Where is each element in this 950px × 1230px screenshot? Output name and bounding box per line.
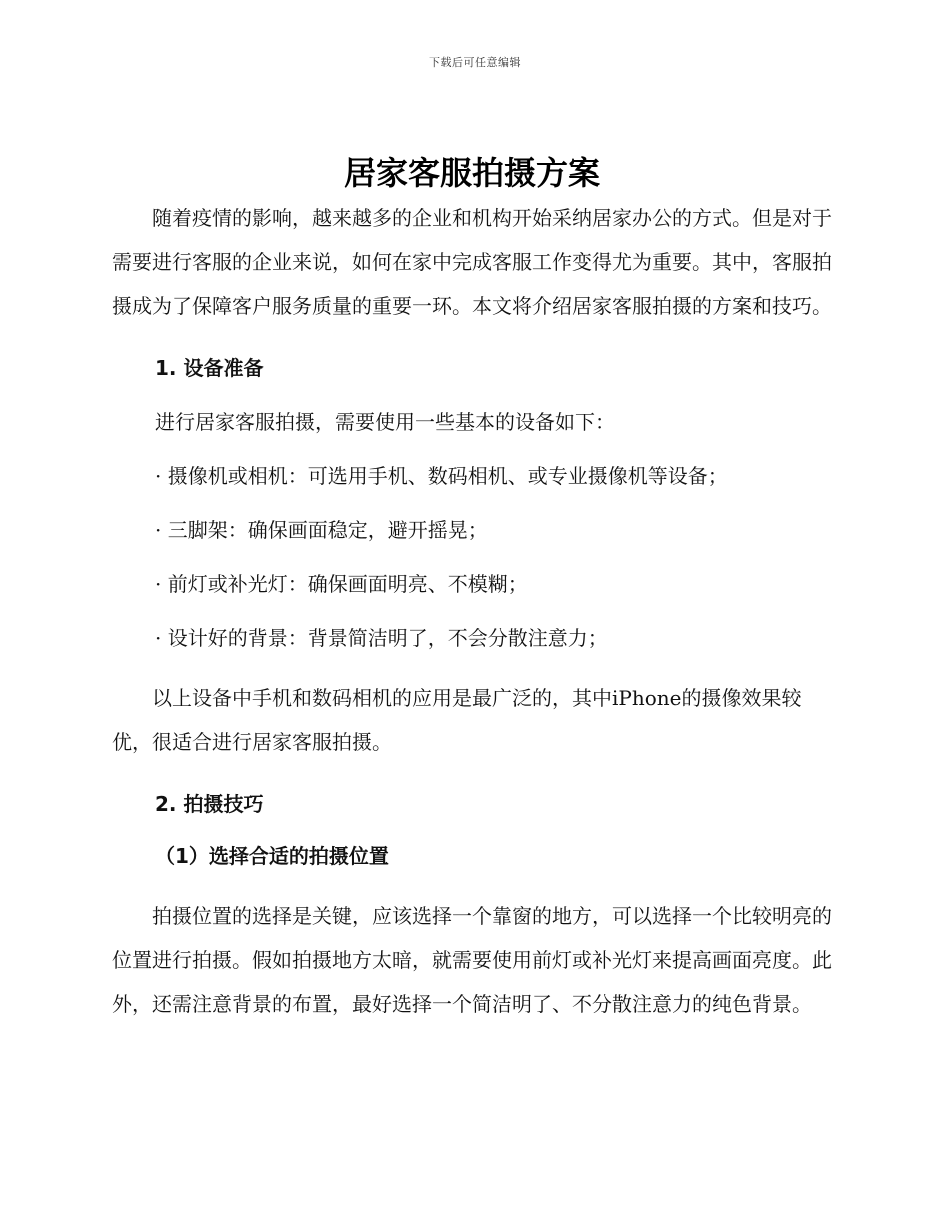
location-paragraph: 拍摄位置的选择是关键，应该选择一个靠窗的地方，可以选择一个比较明亮的位置进行拍摄。假如拍摄地方太暗，就需要使用前灯或补光灯来提高画面亮度。此外，还需注意背景的布置，最好选择一个简洁明了、不分散注意力的纯色背景。 <box>112 904 832 1016</box>
equipment-summary: 以上设备中手机和数码相机的应用是最广泛的，其中iPhone的摄像效果较优，很适合进行居家客服拍摄。 <box>112 686 802 754</box>
section-heading-techniques: 2. 拍摄技巧 <box>155 792 264 816</box>
equipment-item-camera: · 摄像机或相机：可选用手机、数码相机、或专业摄像机等设备； <box>155 464 728 488</box>
document-body <box>112 150 832 1026</box>
subsection-heading-location: （1）选择合适的拍摄位置 <box>155 844 389 868</box>
equipment-lead: 进行居家客服拍摄，需要使用一些基本的设备如下： <box>155 410 615 434</box>
page-header-note: 下载后可任意编辑 <box>429 56 521 69</box>
equipment-item-background: · 设计好的背景：背景简洁明了，不会分散注意力； <box>155 626 608 650</box>
equipment-item-tripod: · 三脚架：确保画面稳定，避开摇晃； <box>155 518 488 542</box>
section-heading-equipment: 1. 设备准备 <box>155 356 264 380</box>
document-title: 居家客服拍摄方案 <box>343 154 600 192</box>
intro-paragraph: 随着疫情的影响，越来越多的企业和机构开始采纳居家办公的方式。但是对于需要进行客服的企业来说，如何在家中完成客服工作变得尤为重要。其中，客服拍摄成为了保障客户服务质量的重要一环。本文将介绍居家客服拍摄的方案和技巧。 <box>112 206 832 318</box>
equipment-item-light: · 前灯或补光灯：确保画面明亮、不模糊； <box>155 572 528 596</box>
